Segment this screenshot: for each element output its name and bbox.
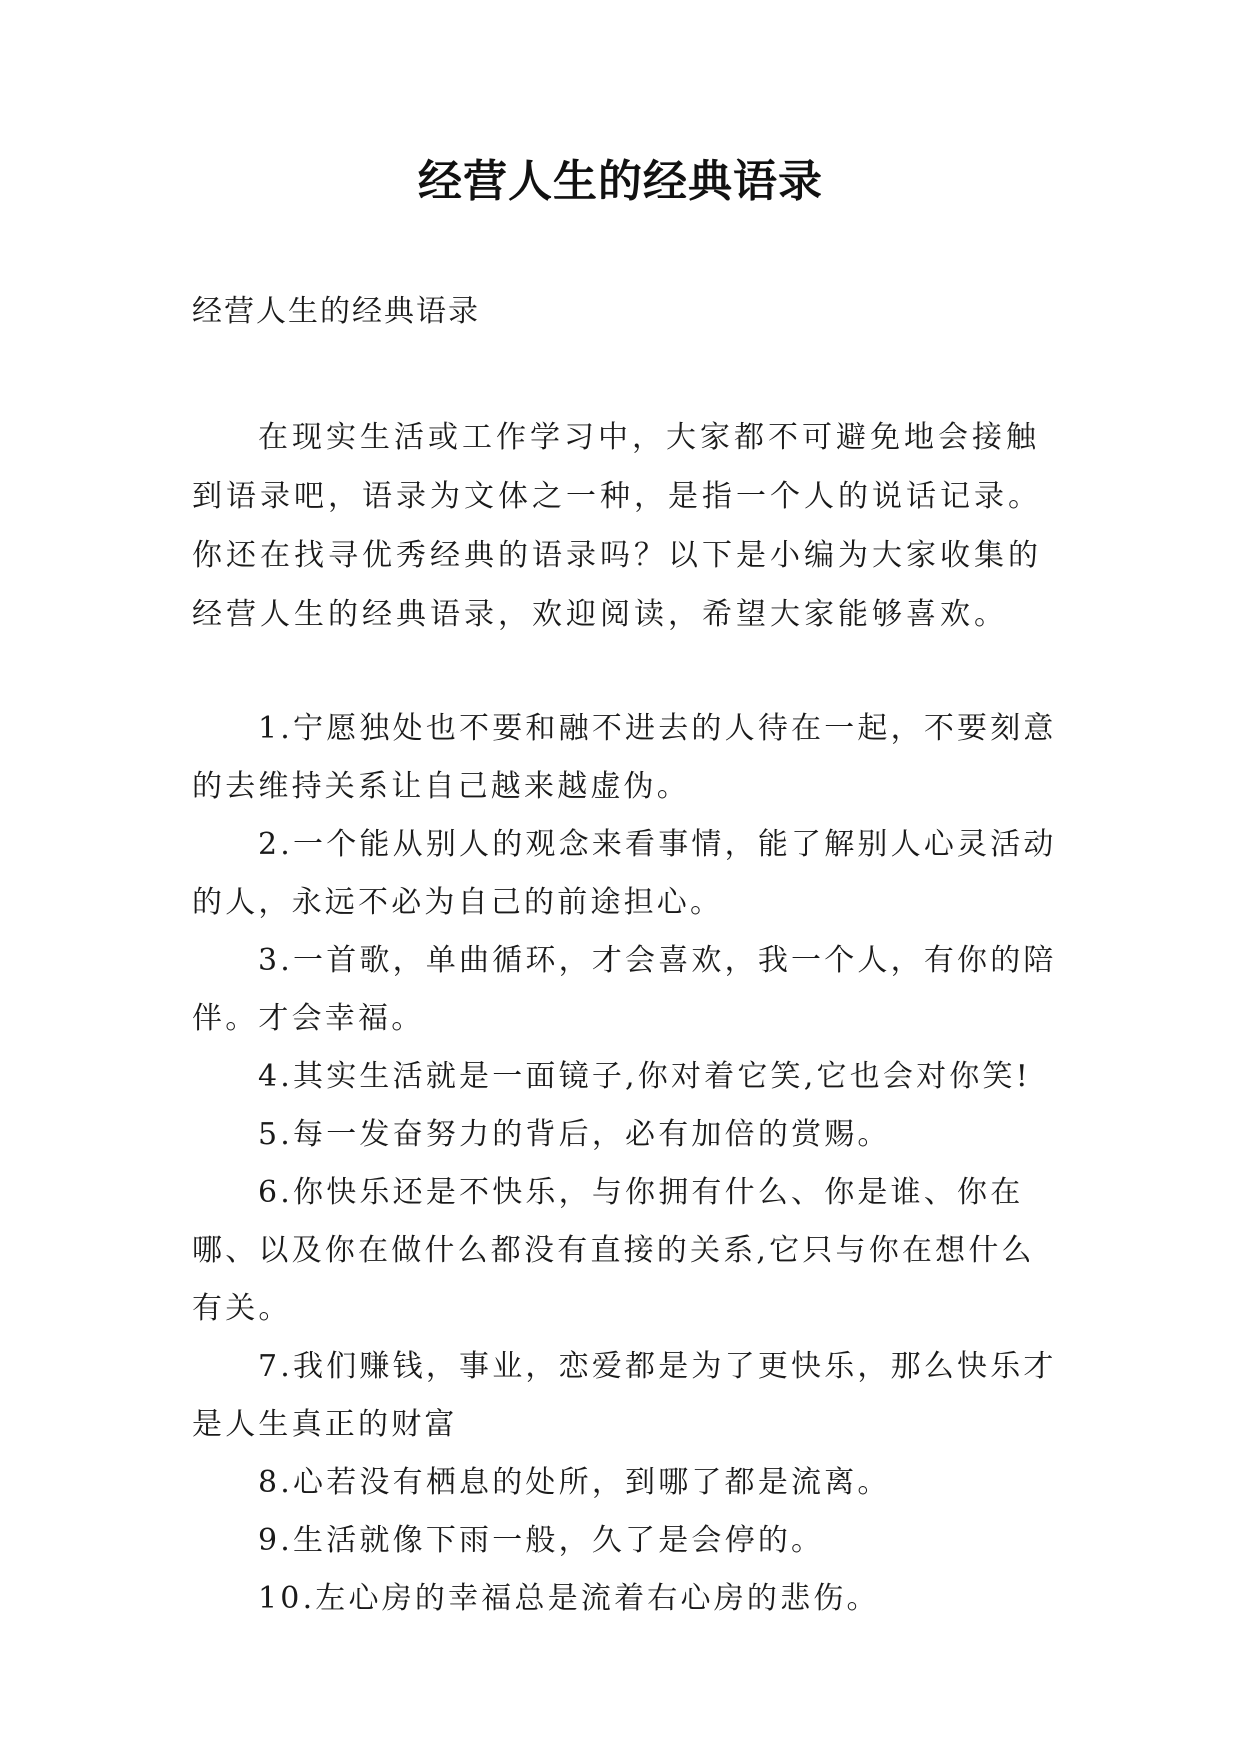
quote-item-9: 9.生活就像下雨一般，久了是会停的。: [258, 1523, 825, 1558]
quote-item-5: 5.每一发奋努力的背后，必有加倍的赏赐。: [258, 1117, 891, 1152]
document-subtitle: 经营人生的经典语录: [192, 294, 480, 329]
quote-item-7: 7.我们赚钱，事业，恋爱都是为了更快乐，那么快乐才是人生真正的财富: [192, 1349, 1057, 1442]
quote-item-10: 10.左心房的幸福总是流着右心房的悲伤。: [258, 1581, 880, 1616]
document-title: 经营人生的经典语录: [418, 156, 823, 207]
quote-item-8: 8.心若没有栖息的处所，到哪了都是流离。: [258, 1465, 891, 1500]
quote-item-6: 6.你快乐还是不快乐，与你拥有什么、你是谁、你在哪、以及你在做什么都没有直接的关系,它只与你在想什么有关。: [192, 1175, 1035, 1326]
quote-item-2: 2.一个能从别人的观念来看事情，能了解别人心灵活动的人，永远不必为自己的前途担心。: [192, 827, 1057, 920]
quote-item-4: 4.其实生活就是一面镜子,你对着它笑,它也会对你笑!: [258, 1059, 1031, 1094]
intro-paragraph: 在现实生活或工作学习中，大家都不可避免地会接触到语录吧，语录为文体之一种，是指一个人的说话记录。你还在找寻优秀经典的语录吗？以下是小编为大家收集的经营人生的经典语录，欢迎阅读，希望大家能够喜欢。: [192, 420, 1042, 632]
quote-list: [192, 700, 1062, 1628]
quote-item-1: 1.宁愿独处也不要和融不进去的人待在一起，不要刻意的去维持关系让自己越来越虚伪。: [192, 711, 1057, 804]
quote-item-3: 3.一首歌，单曲循环，才会喜欢，我一个人，有你的陪伴。才会幸福。: [192, 943, 1057, 1036]
